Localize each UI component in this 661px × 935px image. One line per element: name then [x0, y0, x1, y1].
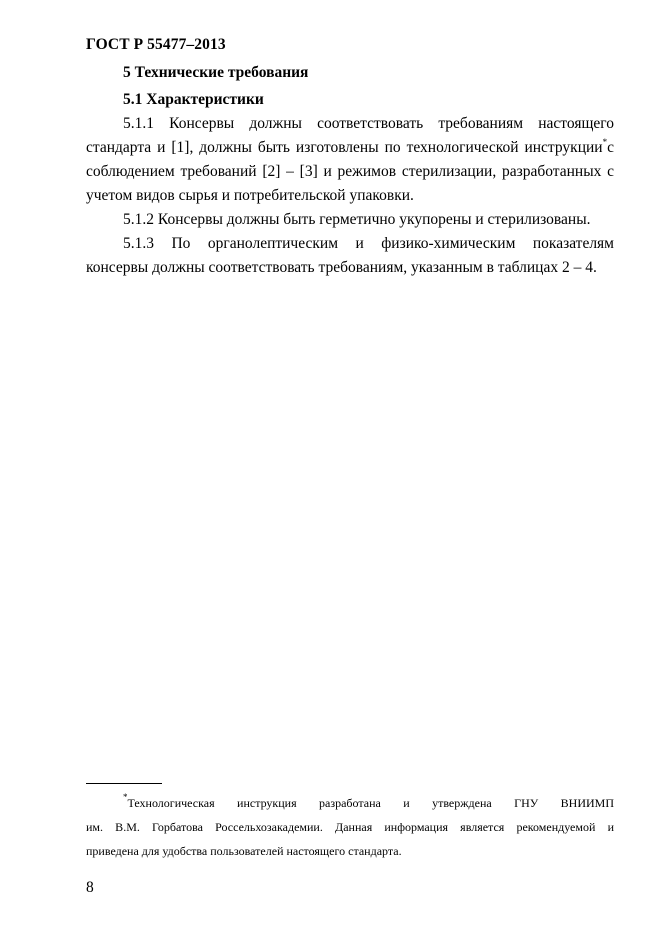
footnote-mark: *	[123, 792, 128, 802]
paragraph-line: консервы должны соответствовать требованиям, указанным в таблицах 2 – 4.	[86, 259, 597, 276]
standard-code-header: ГОСТ Р 55477–2013	[86, 36, 226, 53]
footnote-line: приведена для удобства пользователей настоящего стандарта.	[86, 844, 402, 858]
paragraph-line	[86, 136, 614, 160]
subsection-title: 5.1 Характеристики	[123, 91, 264, 108]
footnote-line: им. В.М. Горбатова Россельхозакадемии. Данная информация является рекомендуемой и	[86, 820, 614, 834]
footnote-reference-mark: *	[602, 137, 608, 147]
paragraph-line: учетом видов сырья и потребительской упаковки.	[86, 187, 414, 204]
footnote	[86, 793, 614, 865]
paragraph-line: 5.1.2 Консервы должны быть герметично укупорены и стерилизованы.	[123, 211, 591, 228]
footnote-separator	[86, 783, 162, 784]
page-number: 8	[86, 879, 94, 896]
line-text: Технологическая инструкция разработана и утверждена ГНУ ВНИИМП	[127, 796, 614, 810]
section-title: 5 Технические требования	[123, 64, 309, 81]
footnote-line	[86, 793, 614, 817]
paragraph-line: 5.1.1 Консервы должны соответствовать требованиям настоящего	[123, 115, 614, 132]
paragraph-5-1-2	[86, 208, 614, 232]
paragraph-line: 5.1.3 По органолептическим и физико-химическим показателям	[123, 235, 614, 252]
paragraph-line: соблюдением требований [2] – [3] и режимов стерилизации, разработанных с	[86, 163, 614, 180]
paragraph-5-1-1	[86, 112, 614, 208]
line-text: с	[607, 139, 614, 156]
paragraph-5-1-3	[86, 232, 614, 280]
line-text: стандарта и [1], должны быть изготовлены по технологической инструкции	[86, 139, 603, 156]
